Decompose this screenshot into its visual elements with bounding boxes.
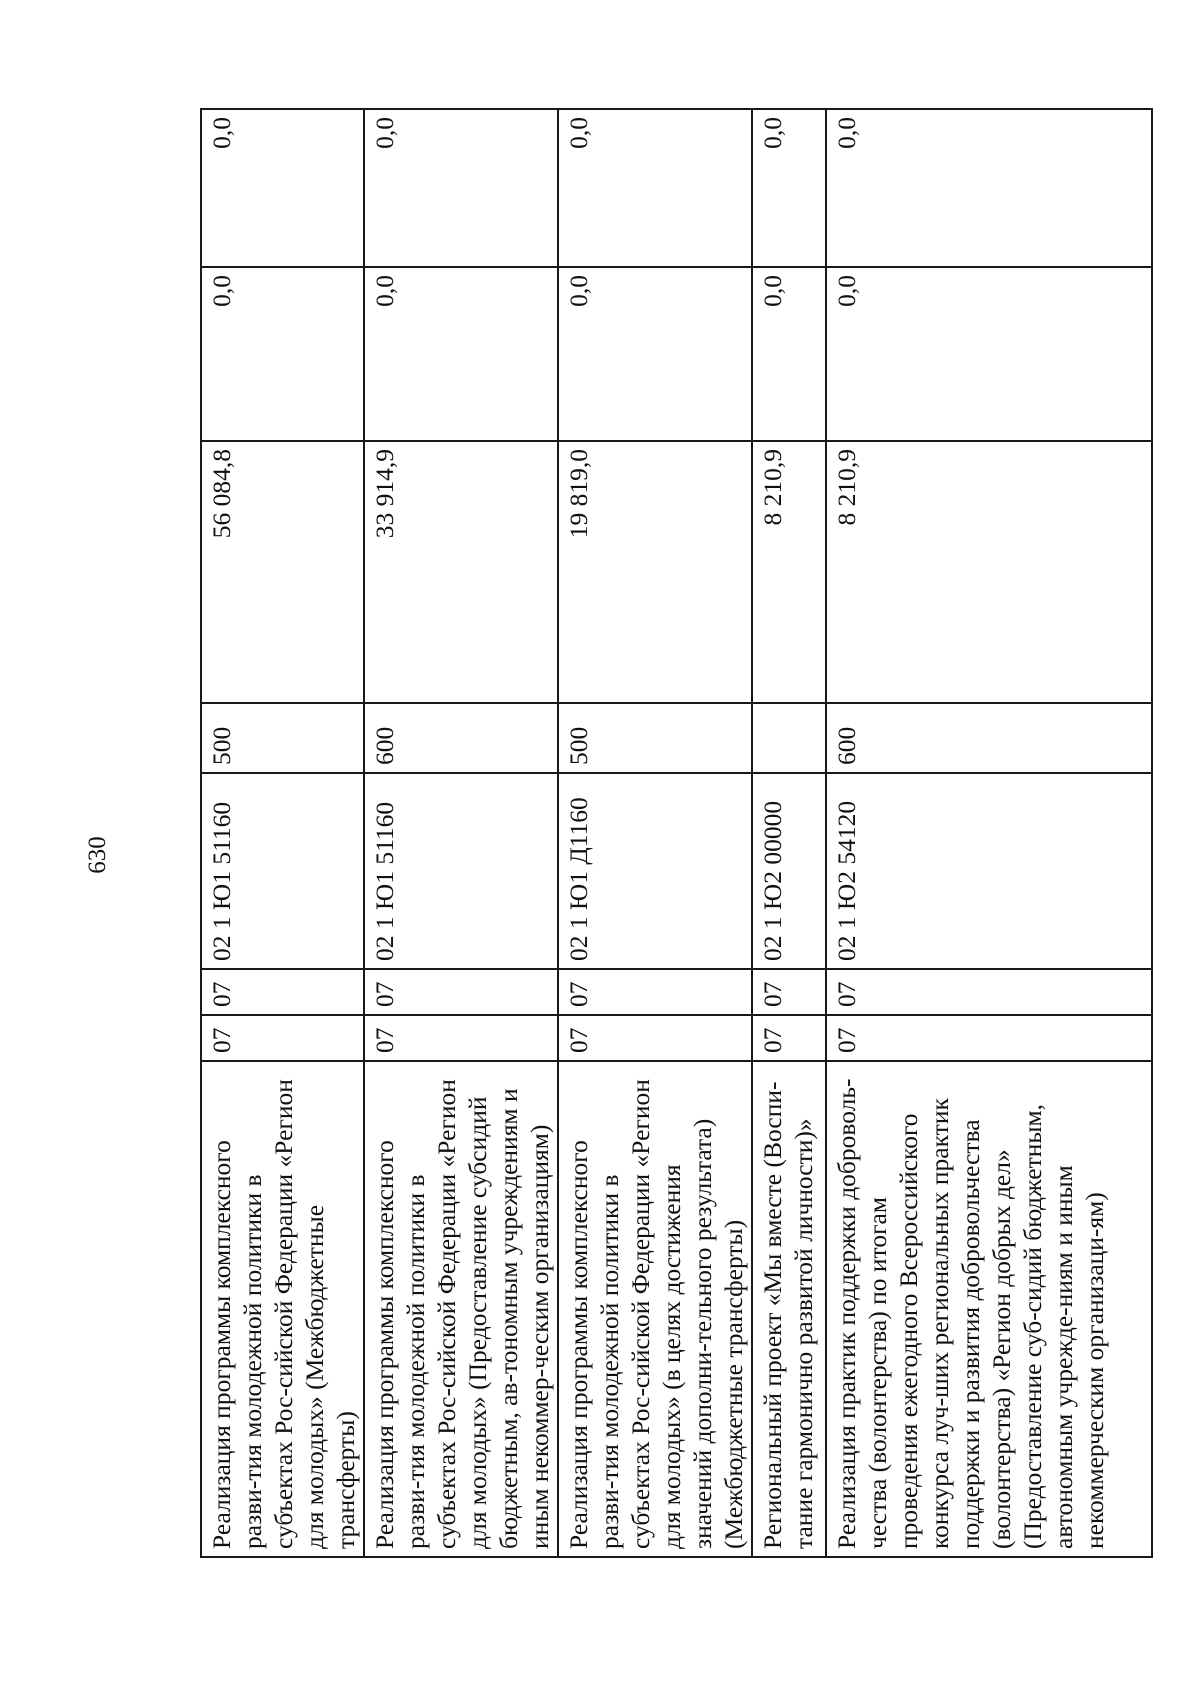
row-description: Реализация программы комплексного разви-тия молодежной политики в субъектах Рос-сийской Федерации «Регион для молодых» (Межбюджетные трансферты)	[201, 1061, 364, 1557]
table-row	[558, 109, 752, 1557]
expense-type-code	[752, 703, 826, 773]
budget-table-rotated	[200, 110, 1108, 1558]
amount-year-2: 0,0	[558, 267, 752, 441]
budget-table	[200, 108, 1153, 1558]
amount-year-1: 19 819,0	[558, 441, 752, 703]
amount-year-2: 0,0	[752, 267, 826, 441]
table-row	[752, 109, 826, 1557]
table-row	[364, 109, 558, 1557]
amount-year-1: 8 210,9	[752, 441, 826, 703]
amount-year-1: 33 914,9	[364, 441, 558, 703]
expense-type-code: 600	[364, 703, 558, 773]
section-code: 07	[201, 1015, 364, 1061]
row-description: Реализация программы комплексного разви-тия молодежной политики в субъектах Рос-сийской Федерации «Регион для молодых» (в целях достижения значений дополни-тельного результата) (Межбюджетные трансферты)	[558, 1061, 752, 1557]
amount-year-3: 0,0	[558, 109, 752, 267]
table-row	[201, 109, 364, 1557]
amount-year-1: 56 084,8	[201, 441, 364, 703]
subsection-code: 07	[201, 969, 364, 1015]
amount-year-3: 0,0	[364, 109, 558, 267]
section-code: 07	[558, 1015, 752, 1061]
expense-type-code: 600	[826, 703, 1152, 773]
amount-year-2: 0,0	[826, 267, 1152, 441]
section-code: 07	[826, 1015, 1152, 1061]
subsection-code: 07	[752, 969, 826, 1015]
expense-type-code: 500	[558, 703, 752, 773]
page-number: 630	[84, 836, 111, 874]
amount-year-2: 0,0	[201, 267, 364, 441]
amount-year-3: 0,0	[752, 109, 826, 267]
amount-year-1: 8 210,9	[826, 441, 1152, 703]
amount-year-2: 0,0	[364, 267, 558, 441]
target-article-code: 02 1 Ю1 Д1160	[558, 773, 752, 969]
amount-year-3: 0,0	[826, 109, 1152, 267]
target-article-code: 02 1 Ю1 51160	[201, 773, 364, 969]
row-description: Региональный проект «Мы вместе (Воспи-тание гармонично развитой личности)»	[752, 1061, 826, 1557]
subsection-code: 07	[558, 969, 752, 1015]
subsection-code: 07	[364, 969, 558, 1015]
section-code: 07	[752, 1015, 826, 1061]
section-code: 07	[364, 1015, 558, 1061]
row-description: Реализация практик поддержки доброволь-чества (волонтерства) по итогам проведения ежегодного Всероссийского конкурса луч-ших региональных практик поддержки и развития добровольчества (волонтерства) «Регион добрых дел» (Предоставление суб-сидий бюджетным, автономным учрежде-ниям и иным некоммерческим организаци-ям)	[826, 1061, 1152, 1557]
amount-year-3: 0,0	[201, 109, 364, 267]
table-row	[826, 109, 1152, 1557]
row-description: Реализация программы комплексного разви-тия молодежной политики в субъектах Рос-сийской Федерации «Регион для молодых» (Предоставление субсидий бюджетным, ав-тономным учреждениям и иным некоммер-ческим организациям)	[364, 1061, 558, 1557]
subsection-code: 07	[826, 969, 1152, 1015]
target-article-code: 02 1 Ю1 51160	[364, 773, 558, 969]
expense-type-code: 500	[201, 703, 364, 773]
target-article-code: 02 1 Ю2 54120	[826, 773, 1152, 969]
target-article-code: 02 1 Ю2 00000	[752, 773, 826, 969]
